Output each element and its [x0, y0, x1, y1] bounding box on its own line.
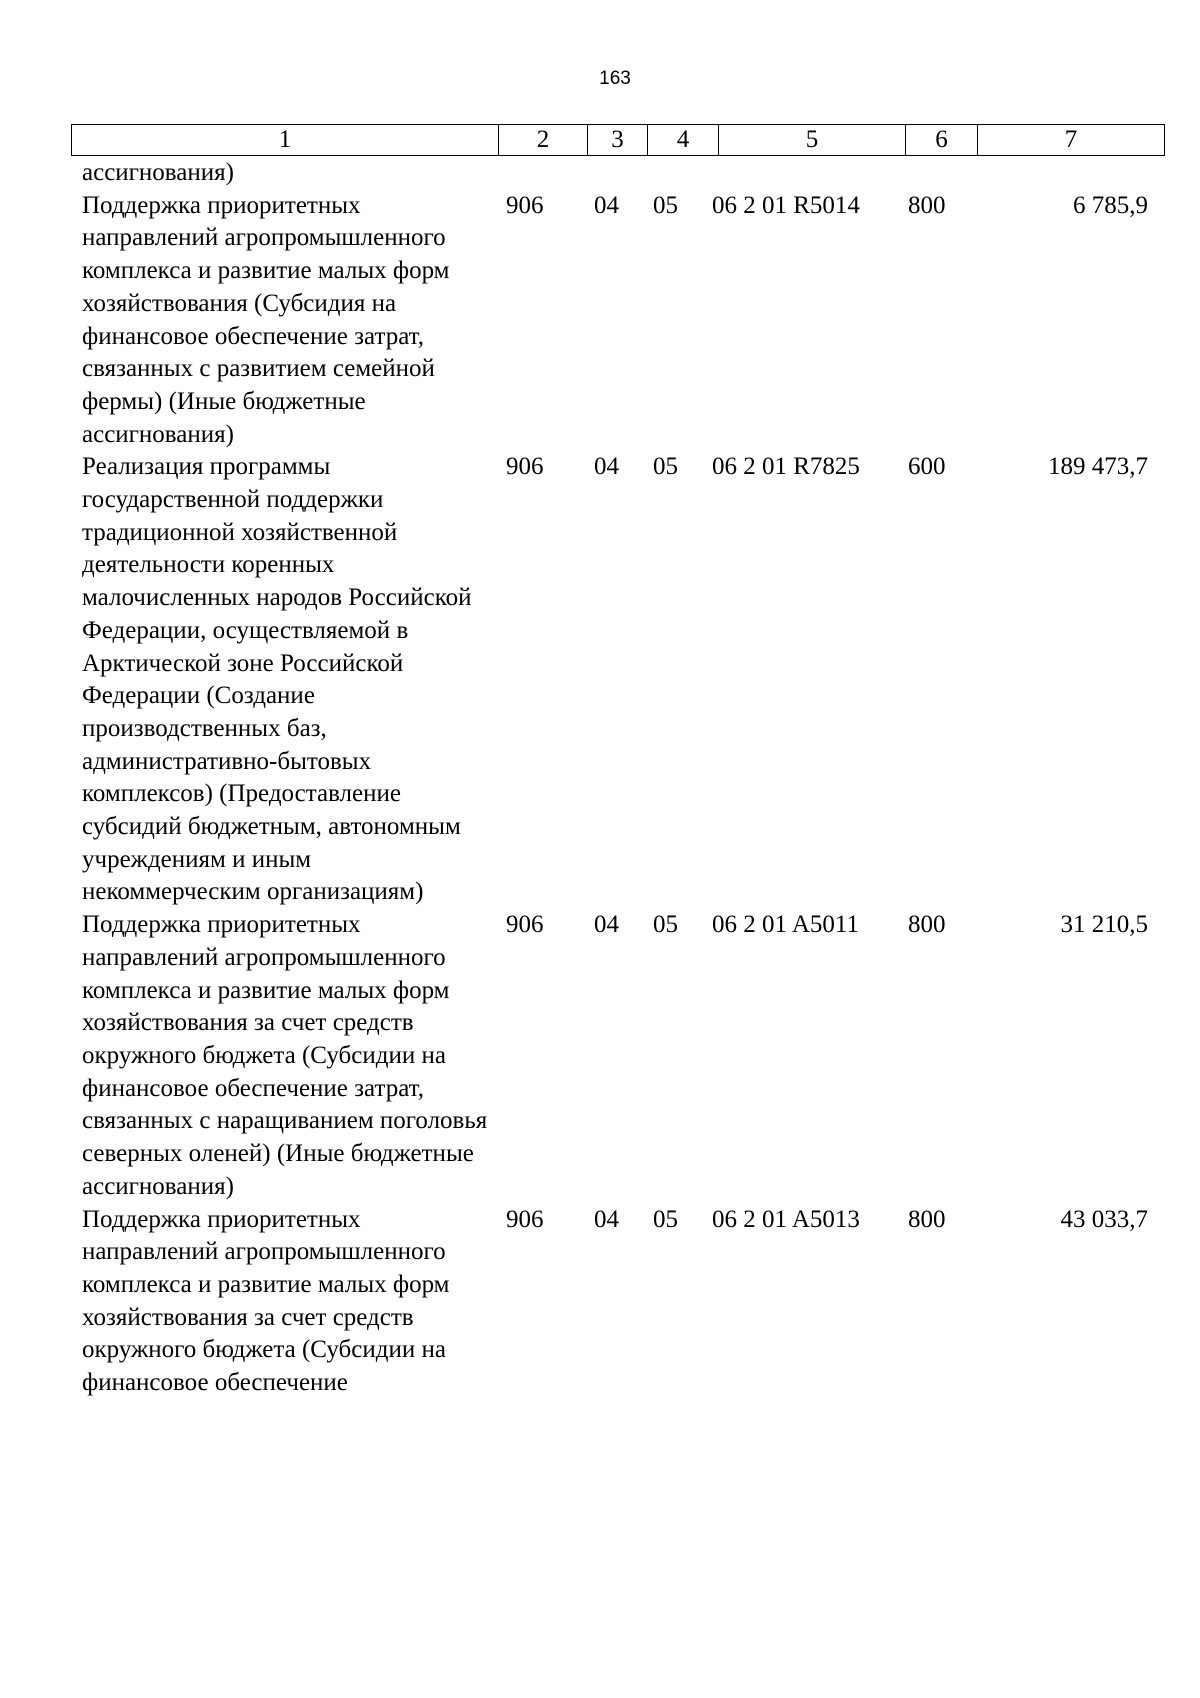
row-description: Поддержка приоритетных направлений агропромышленного комплекса и развитие малых форм хозяйствования за счет средств окружного бюджета (Субсидии на финансовое обеспечение затрат, связанных с наращиванием поголовья северных оленей) (Иные бюджетные ассигнования) — [82, 911, 488, 1200]
row-amount: 31 210,5 — [1060, 911, 1148, 939]
table-row — [0, 1204, 1200, 1400]
row-section-code: 04 — [594, 453, 619, 481]
row-ministry-code: 906 — [506, 1205, 544, 1233]
row-amount: 189 473,7 — [1048, 453, 1148, 481]
column-header-table — [71, 124, 1165, 156]
table-row — [0, 909, 1200, 1203]
row-expense-type: 800 — [908, 1205, 946, 1233]
row-section-code: 04 — [594, 1205, 619, 1233]
column-header-6: 6 — [906, 125, 978, 156]
continuation-row — [0, 157, 1200, 190]
column-header-7: 7 — [978, 125, 1165, 156]
row-expense-type: 800 — [908, 911, 946, 939]
continuation-text: ассигнования) — [82, 159, 234, 186]
row-expense-type: 800 — [908, 191, 946, 219]
column-header-4: 4 — [648, 125, 719, 156]
table-row — [0, 451, 1200, 909]
column-header-row — [72, 125, 1165, 156]
column-header-3: 3 — [588, 125, 648, 156]
page-number: 163 — [599, 68, 631, 89]
row-amount: 43 033,7 — [1060, 1205, 1148, 1233]
row-expense-type: 600 — [908, 453, 946, 481]
row-ministry-code: 906 — [506, 453, 544, 481]
row-target-article: 06 2 01 R7825 — [712, 453, 860, 481]
row-amount: 6 785,9 — [1073, 191, 1148, 219]
row-description: Реализация программы государственной поддержки традиционной хозяйственной деятельности коренных малочисленных народов Российской Федерации, осуществляемой в Арктической зоне Российской Федерации (Создание производственных баз, административно-бытовых комплексов) (Предоставление субсидий бюджетным, автономным учреждениям и иным некоммерческим организациям) — [82, 453, 472, 906]
column-header-2: 2 — [499, 125, 588, 156]
row-target-article: 06 2 01 A5011 — [712, 911, 859, 939]
row-ministry-code: 906 — [506, 191, 544, 219]
column-header-1: 1 — [72, 125, 499, 156]
table-body — [0, 157, 1200, 1400]
row-description: Поддержка приоритетных направлений агропромышленного комплекса и развитие малых форм хозяйствования (Субсидия на финансовое обеспечение затрат, связанных с развитием семейной фермы) (Иные бюджетные ассигнования) — [82, 191, 450, 448]
column-header-5: 5 — [719, 125, 906, 156]
row-section-code: 04 — [594, 191, 619, 219]
row-subsection-code: 05 — [653, 1205, 678, 1233]
row-target-article: 06 2 01 A5013 — [712, 1205, 860, 1233]
row-subsection-code: 05 — [653, 911, 678, 939]
row-subsection-code: 05 — [653, 453, 678, 481]
row-description: Поддержка приоритетных направлений агропромышленного комплекса и развитие малых форм хозяйствования за счет средств окружного бюджета (Субсидии на финансовое обеспечение — [82, 1205, 450, 1397]
row-target-article: 06 2 01 R5014 — [712, 191, 860, 219]
row-section-code: 04 — [594, 911, 619, 939]
row-subsection-code: 05 — [653, 191, 678, 219]
table-row — [0, 190, 1200, 452]
row-ministry-code: 906 — [506, 911, 544, 939]
